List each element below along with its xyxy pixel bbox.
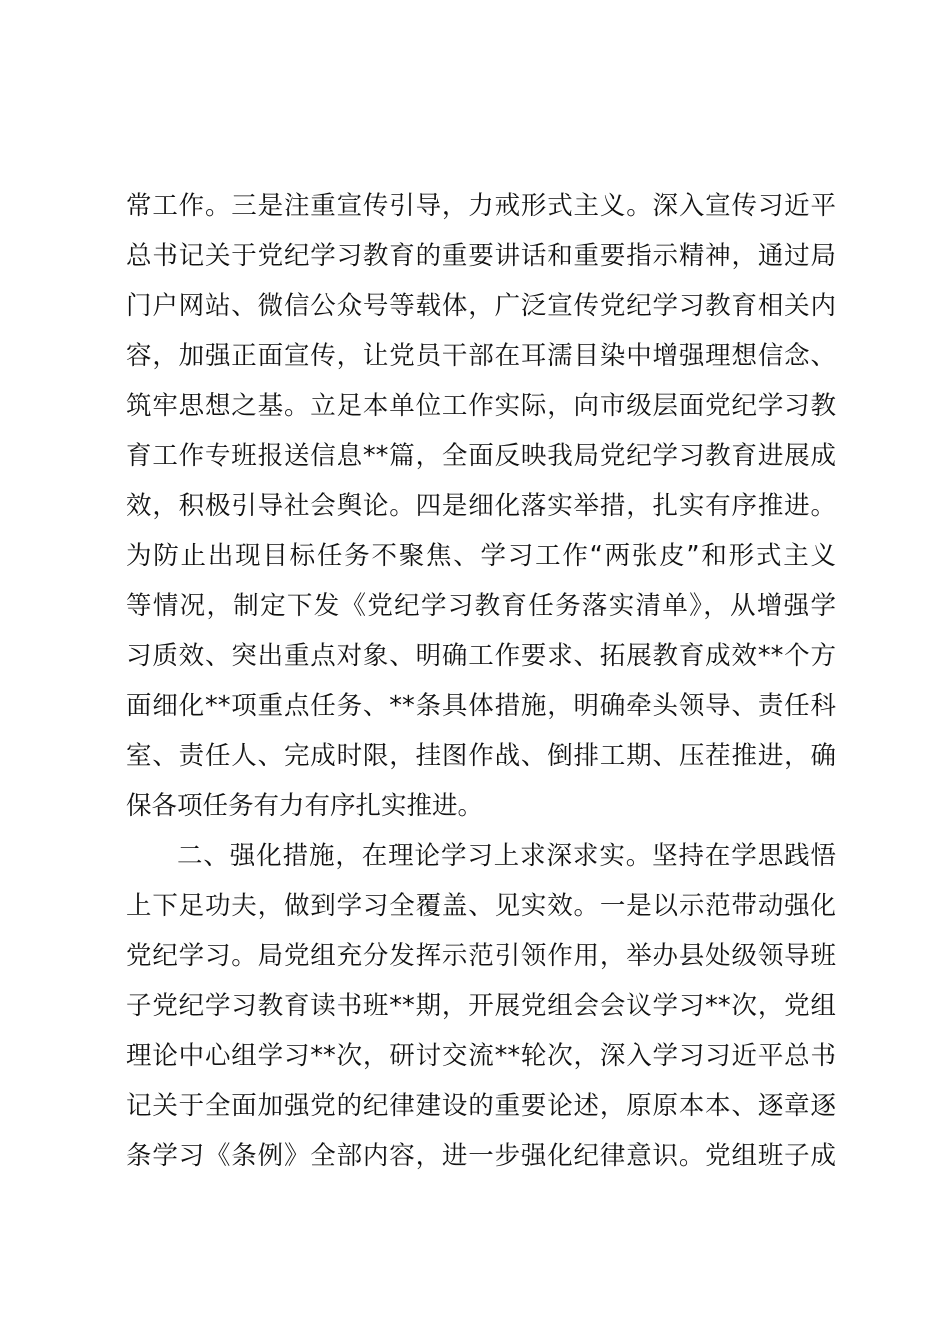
text-line: 党纪学习。局党组充分发挥示范引领作用，举办县处级领导班: [126, 941, 836, 971]
text-line: 等情况，制定下发《党纪学习教育任务落实清单》，从增强学: [126, 591, 836, 621]
text-line: 总书记关于党纪学习教育的重要讲话和重要指示精神，通过局: [126, 241, 836, 271]
text-line: 效，积极引导社会舆论。四是细化落实举措，扎实有序推进。: [126, 491, 836, 521]
text-line: 为防止出现目标任务不聚焦、学习工作“两张皮”和形式主义: [126, 541, 836, 571]
body-text: [126, 181, 836, 1181]
text-line: 育工作专班报送信息**篇，全面反映我局党纪学习教育进展成: [126, 441, 836, 471]
text-line: 习质效、突出重点对象、明确工作要求、拓展教育成效**个方: [126, 641, 836, 671]
text-line: 理论中心组学习**次，研讨交流**轮次，深入学习习近平总书: [126, 1041, 836, 1071]
paragraph-end-line: 保各项任务有力有序扎实推进。: [126, 791, 484, 821]
paragraph-first-line: 二、强化措施，在理论学习上求深求实。坚持在学思践悟: [177, 841, 836, 871]
text-line: 门户网站、微信公众号等载体，广泛宣传党纪学习教育相关内: [126, 291, 836, 321]
text-line: 上下足功夫，做到学习全覆盖、见实效。一是以示范带动强化: [126, 891, 836, 921]
text-line: 记关于全面加强党的纪律建设的重要论述，原原本本、逐章逐: [126, 1091, 836, 1121]
text-line: 容，加强正面宣传，让党员干部在耳濡目染中增强理想信念、: [126, 341, 836, 371]
text-line: 室、责任人、完成时限，挂图作战、倒排工期、压茬推进，确: [126, 741, 836, 771]
text-line: 筑牢思想之基。立足本单位工作实际，向市级层面党纪学习教: [126, 391, 836, 421]
text-line: 面细化**项重点任务、**条具体措施，明确牵头领导、责任科: [126, 691, 836, 721]
text-line: 常工作。三是注重宣传引导，力戒形式主义。深入宣传习近平: [126, 191, 836, 221]
text-line: 条学习《条例》全部内容，进一步强化纪律意识。党组班子成: [126, 1141, 836, 1171]
text-line: 子党纪学习教育读书班**期，开展党组会会议学习**次，党组: [126, 991, 836, 1021]
